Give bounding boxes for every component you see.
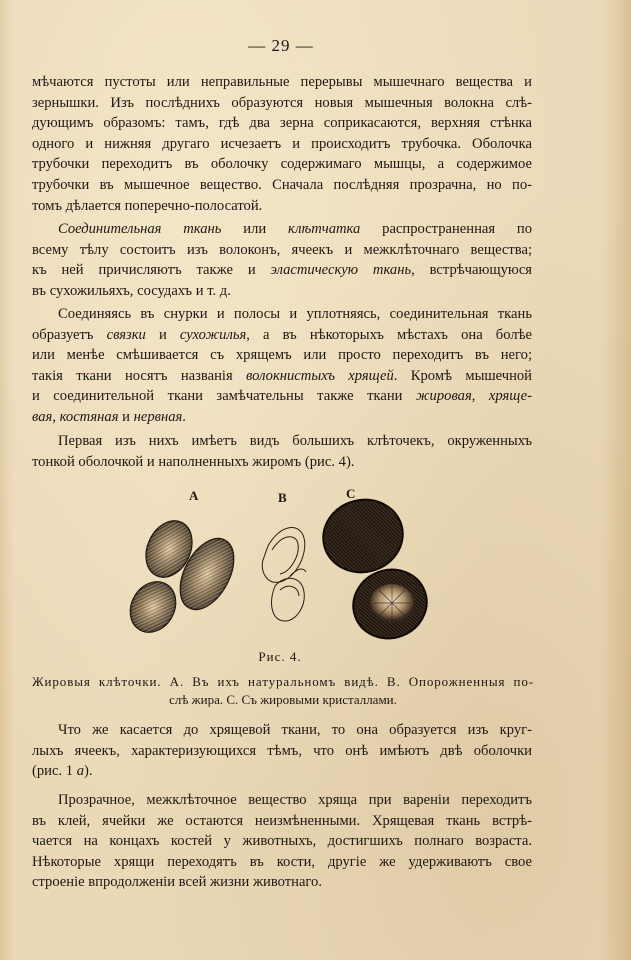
text-line: дующимъ образомъ: тамъ, гдѣ два зерна соприкасаются, верхняя стѣнка bbox=[32, 115, 532, 132]
text-line: одного и нижняя другаго исчезаетъ и происходитъ трубочка. Оболочка bbox=[32, 135, 532, 152]
term-cartilaginous-end: вая bbox=[32, 408, 53, 425]
text-line: томъ дѣлается поперечно-полосатой. bbox=[32, 197, 263, 214]
figure-label-a: A bbox=[189, 488, 199, 503]
text-line bbox=[32, 366, 532, 387]
term-bone: костяная bbox=[59, 408, 119, 425]
text-run: , bbox=[471, 388, 489, 405]
term-elastic-tissue: эластическую ткань bbox=[270, 262, 412, 279]
text-line bbox=[32, 761, 532, 782]
paragraph-ligaments bbox=[32, 304, 532, 428]
text-line: трубочки въ мышечное вещество. Сначала послѣдняя прозрачна, но по- bbox=[32, 176, 532, 193]
text-run: , а въ нѣкоторыхъ мѣстахъ она болѣе bbox=[246, 326, 533, 343]
figure-title: Рис. 4. bbox=[258, 649, 302, 664]
figure-label-b: B bbox=[278, 490, 287, 505]
term-cartilaginous: хряще- bbox=[488, 388, 532, 405]
figure-ref-a: a bbox=[76, 763, 84, 780]
caption-line: Жировыя клѣточки. А. Въ ихъ натуральномъ видѣ. B. Опорожненныя по- bbox=[32, 674, 534, 689]
page-number: — 29 — bbox=[248, 36, 314, 55]
text-line: всему тѣлу состоитъ изъ волоконъ, ячеекъ и межклѣточнаго вещества; bbox=[32, 241, 532, 258]
paragraph-cartilage bbox=[32, 720, 532, 782]
text-line: мѣчаются пустоты или неправильные перерывы мышечнаго вещества и bbox=[32, 74, 532, 90]
term-ligaments: связки bbox=[106, 326, 146, 343]
text-run: распространенная по bbox=[360, 221, 532, 237]
term-fibrous-cartilage: волокнистыхъ хрящей bbox=[246, 367, 394, 384]
text-line: Первая изъ нихъ имѣетъ видъ большихъ клѣточекъ, окруженныхъ bbox=[58, 433, 532, 449]
text-run: . bbox=[182, 408, 186, 425]
figure-caption bbox=[32, 673, 534, 709]
text-line: лыхъ ячеекъ, характеризующихся тѣмъ, что онѣ имѣютъ двѣ оболочки bbox=[32, 742, 532, 759]
caption-line: слѣ жира. C. Съ жировыми кристаллами. bbox=[169, 692, 397, 707]
term-nervous: нервная bbox=[133, 408, 183, 425]
text-line: Нѣкоторые хрящи переходятъ въ кости, другіе же удерживаютъ свое bbox=[32, 853, 532, 870]
text-line bbox=[32, 260, 532, 281]
figure-fat-cells bbox=[120, 486, 440, 641]
text-line: Что же касается до хрящевой ткани, то она образуется изъ круг- bbox=[58, 722, 532, 738]
term-fatty: жировая bbox=[415, 388, 472, 405]
text-line: чается на концахъ костей у животныхъ, достигшихъ полнаго возраста. bbox=[32, 833, 532, 850]
text-run: ). bbox=[83, 763, 93, 780]
paragraph-muscle-fibres bbox=[32, 72, 532, 216]
text-run: и bbox=[145, 326, 180, 343]
text-run: или bbox=[221, 221, 288, 237]
text-line bbox=[32, 325, 532, 346]
text-line: строеніе впродолженіи всей жизни животнаго. bbox=[32, 874, 322, 891]
paragraph-connective-tissue bbox=[32, 219, 532, 301]
cell-group-c bbox=[315, 491, 436, 641]
text-line: тонкой оболочкой и наполненныхъ жиромъ (рис. 4). bbox=[32, 453, 355, 470]
text-line: Соединяясь въ снурки и полосы и уплотняясь, соединительная ткань bbox=[58, 306, 532, 322]
text-run: . Кромѣ мышечной bbox=[393, 367, 532, 384]
text-run: (рис. 1 bbox=[32, 763, 77, 780]
term-cellular-tissue: клѣтчатка bbox=[288, 221, 361, 237]
text-run: , bbox=[52, 408, 60, 425]
paragraph-fatty-tissue bbox=[32, 431, 532, 472]
text-line: зернышки. Изъ послѣднихъ образуются новыя мышечныя волокна слѣ- bbox=[32, 94, 532, 111]
text-run: къ ней причисляютъ также и bbox=[32, 262, 271, 279]
text-line: Прозрачное, межклѣточное вещество хряща при вареніи переходитъ bbox=[58, 792, 532, 808]
paragraph-cartilage-properties bbox=[32, 790, 532, 893]
text-run: , встрѣчающуюся bbox=[411, 262, 533, 279]
text-line: въ клей, ячейки же остаются неизмѣненными. Хрящевая ткань встрѣ- bbox=[32, 812, 532, 829]
text-run: такія ткани носятъ названія bbox=[32, 367, 247, 384]
term-tendons: сухожилья bbox=[179, 326, 247, 343]
figure-label-c: C bbox=[346, 486, 356, 501]
text-line bbox=[32, 386, 532, 407]
cell-group-b bbox=[262, 528, 306, 622]
fat-cells-engraving bbox=[120, 486, 440, 641]
term-connective-tissue: Соединительная ткань bbox=[58, 221, 222, 237]
cell-group-a bbox=[122, 514, 244, 640]
text-run: и bbox=[118, 408, 134, 425]
text-line: въ сухожильяхъ, сосудахъ и т. д. bbox=[32, 282, 231, 299]
text-run: образуетъ bbox=[32, 326, 107, 343]
text-line bbox=[32, 407, 532, 428]
text-line: или менѣе смѣшивается съ хрящемъ или просто переходитъ въ него; bbox=[32, 347, 532, 364]
text-run: и соединительной ткани замѣчательны также ткани bbox=[32, 388, 416, 405]
text-line bbox=[32, 219, 532, 240]
text-line: трубочки переходитъ въ оболочку содержимаго мышцы, а содержимое bbox=[32, 156, 532, 173]
